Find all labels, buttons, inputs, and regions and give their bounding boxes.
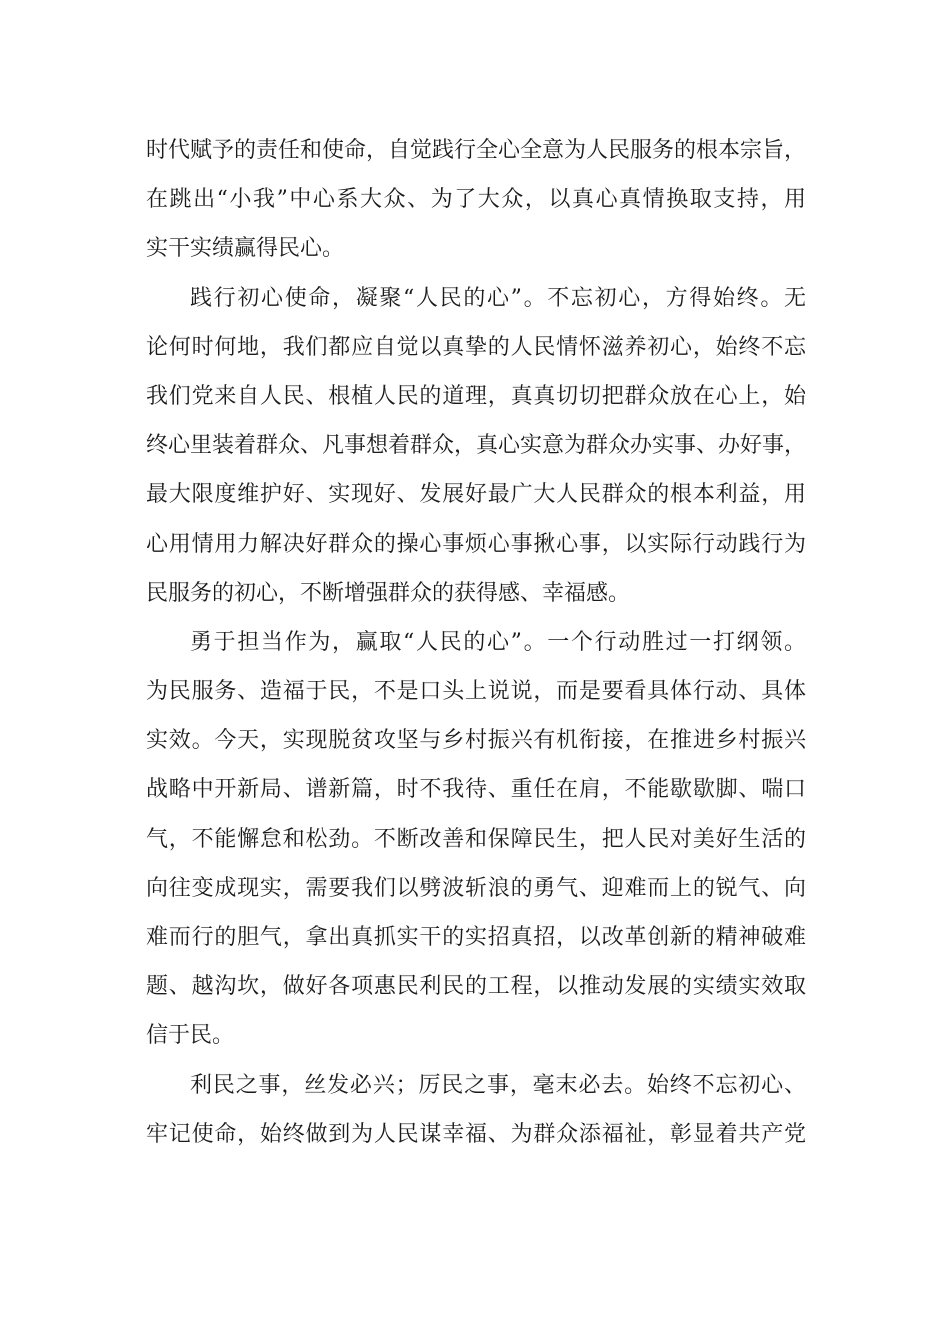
paragraph-3: [146, 618, 806, 1061]
paragraph-line: 终心里装着群众、凡事想着群众，真心实意为群众办实事、办好事，: [146, 433, 807, 459]
paragraph-line: 践行初心使命，凝聚“人民的心”。不忘初心，方得始终。无: [190, 285, 806, 311]
paragraph-line: 难而行的胆气，拿出真抓实干的实招真招，以改革创新的精神破难: [146, 925, 806, 950]
paragraph-line: 时代赋予的责任和使命，自觉践行全心全意为人民服务的根本宗旨，: [146, 138, 807, 163]
paragraph-4: [146, 1061, 806, 1159]
paragraph-line: 在跳出“小我”中心系大众、为了大众，以真心真情换取支持，用: [146, 187, 806, 213]
paragraph-line: 气，不能懈怠和松劲。不断改善和保障民生，把人民对美好生活的: [146, 826, 806, 852]
paragraph-line: 实效。今天，实现脱贫攻坚与乡村振兴有机衔接，在推进乡村振兴: [146, 728, 806, 754]
paragraph-line: 我们党来自人民、根植人民的道理，真真切切把群众放在心上，始: [146, 383, 806, 409]
paragraph-line: 论何时何地，我们都应自觉以真挚的人民情怀滋养初心，始终不忘: [146, 334, 806, 360]
paragraph-line: 心用情用力解决好群众的操心事烦心事揪心事，以实际行动践行为: [146, 531, 806, 557]
paragraph-2: [146, 274, 806, 618]
paragraph-line: 信于民。: [146, 1023, 235, 1049]
paragraph-line: 利民之事，丝发必兴；厉民之事，毫末必去。始终不忘初心、: [190, 1072, 806, 1098]
paragraph-1: [146, 126, 806, 274]
document-body: [146, 126, 806, 1159]
paragraph-line: 为民服务、造福于民，不是口头上说说，而是要看具体行动、具体: [146, 679, 806, 705]
paragraph-line: 牢记使命，始终做到为人民谋幸福、为群众添福祉，彰显着共产党: [146, 1121, 806, 1147]
paragraph-line: 最大限度维护好、实现好、发展好最广大人民群众的根本利益，用: [146, 482, 806, 508]
paragraph-line: 向往变成现实，需要我们以劈波斩浪的勇气、迎难而上的锐气、向: [146, 875, 806, 901]
paragraph-line: 实干实绩赢得民心。: [146, 236, 345, 262]
paragraph-line: 战略中开新局、谱新篇，时不我待、重任在肩，不能歇歇脚、喘口: [146, 777, 806, 803]
paragraph-line: 勇于担当作为，赢取“人民的心”。一个行动胜过一打纲领。: [190, 629, 806, 655]
paragraph-line: 民服务的初心，不断增强群众的获得感、幸福感。: [146, 580, 631, 606]
paragraph-line: 题、越沟坎，做好各项惠民利民的工程，以推动发展的实绩实效取: [146, 974, 806, 1000]
